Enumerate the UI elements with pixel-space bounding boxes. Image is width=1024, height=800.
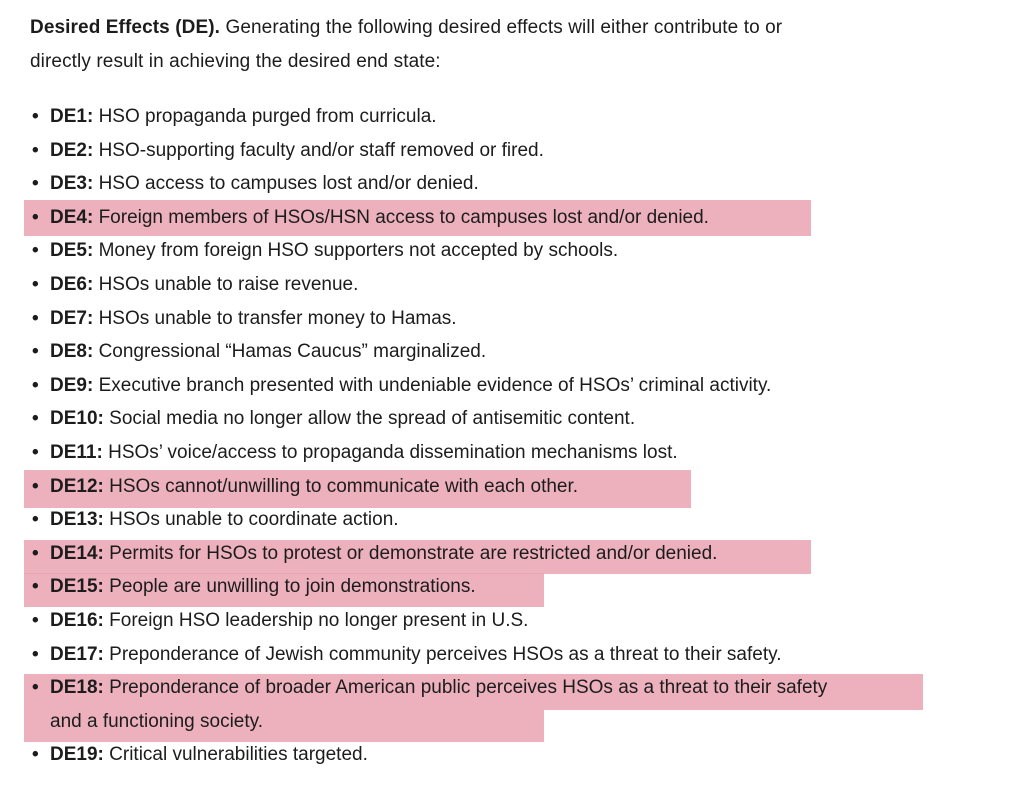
item-text: Permits for HSOs to protest or demonstrate are restricted and/or denied. [109,542,718,564]
item-code: DE18: [50,677,104,699]
item-code: DE4: [50,206,94,228]
item-code: DE19: [50,744,104,766]
list-item-de13 [0,503,1024,537]
item-code: DE1: [50,106,94,127]
list-item-de3 [0,167,1024,201]
intro-label: Desired Effects (DE). [30,17,221,38]
list-item-de8 [0,335,1024,369]
intro-paragraph [30,11,990,79]
list-item-de1 [0,100,1024,134]
intro-text-line2: directly result in achieving the desired end state: [30,51,441,72]
item-text: HSOs unable to raise revenue. [98,273,359,295]
bullet-icon: • [32,576,39,598]
item-code: DE11: [50,441,103,463]
list-item-de9 [0,369,1024,403]
item-text: HSOs unable to transfer money to Hamas. [98,307,457,329]
list-item-de5 [0,234,1024,268]
bullet-icon: • [32,408,39,430]
item-text: Congressional “Hamas Caucus” marginalized. [98,341,487,363]
bullet-icon: • [32,307,39,329]
item-code: DE14: [50,542,104,564]
list-item-de10 [0,402,1024,436]
item-text: HSO access to campuses lost and/or denied. [98,173,479,195]
item-code: DE15: [50,576,104,598]
item-text: Preponderance of broader American public perceives HSOs as a threat to their safety [109,677,828,699]
list-item-de14 [0,537,1024,571]
item-text: People are unwilling to join demonstrations. [109,576,476,598]
list-item-de19 [0,738,1024,772]
item-code: DE7: [50,307,94,329]
list-item-de17 [0,638,1024,672]
list-item-de15 [0,570,1024,604]
item-code: DE12: [50,475,104,497]
bullet-icon: • [32,475,39,497]
list-item-de11 [0,436,1024,470]
list-item-de4 [0,201,1024,235]
item-text-line2: and a functioning society. [50,710,264,732]
bullet-icon: • [32,609,39,631]
item-text: Foreign members of HSOs/HSN access to campuses lost and/or denied. [98,206,709,228]
bullet-icon: • [32,341,39,363]
list-item-de16 [0,604,1024,638]
bullet-icon: • [32,744,39,766]
list-item-de2 [0,134,1024,168]
list-item-de6 [0,268,1024,302]
bullet-icon: • [32,509,39,531]
item-code: DE13: [50,509,104,531]
list-item-de7 [0,302,1024,336]
list-item-de12 [0,470,1024,504]
item-text: HSOs cannot/unwilling to communicate with each other. [109,475,579,497]
item-code: DE3: [50,173,94,195]
bullet-icon: • [32,374,39,396]
bullet-icon: • [32,206,39,228]
item-text: HSOs unable to coordinate action. [109,509,399,531]
bullet-icon: • [32,441,39,463]
item-text: HSO propaganda purged from curricula. [98,106,437,127]
bullet-icon: • [32,240,39,262]
item-text: HSO-supporting faculty and/or staff removed or fired. [98,139,544,161]
item-text: Foreign HSO leadership no longer present in U.S. [109,609,529,631]
desired-effects-list [0,100,1024,772]
item-text: Executive branch presented with undeniable evidence of HSOs’ criminal activity. [98,374,772,396]
item-text: Critical vulnerabilities targeted. [109,744,368,766]
item-text: Money from foreign HSO supporters not accepted by schools. [98,240,619,262]
bullet-icon: • [32,139,39,161]
item-code: DE6: [50,273,94,295]
item-text: Social media no longer allow the spread of antisemitic content. [109,408,636,430]
bullet-icon: • [32,106,39,127]
item-code: DE2: [50,139,94,161]
item-code: DE9: [50,374,94,396]
bullet-icon: • [32,643,39,665]
list-item-de18 [0,671,1024,738]
item-code: DE17: [50,643,104,665]
item-text: HSOs’ voice/access to propaganda dissemination mechanisms lost. [108,441,678,463]
bullet-icon: • [32,677,39,699]
item-code: DE10: [50,408,104,430]
bullet-icon: • [32,542,39,564]
item-code: DE16: [50,609,104,631]
bullet-icon: • [32,173,39,195]
intro-text-line1: Generating the following desired effects will either contribute to or [225,17,783,38]
bullet-icon: • [32,273,39,295]
item-code: DE8: [50,341,94,363]
item-code: DE5: [50,240,94,262]
item-text: Preponderance of Jewish community perceives HSOs as a threat to their safety. [109,643,782,665]
